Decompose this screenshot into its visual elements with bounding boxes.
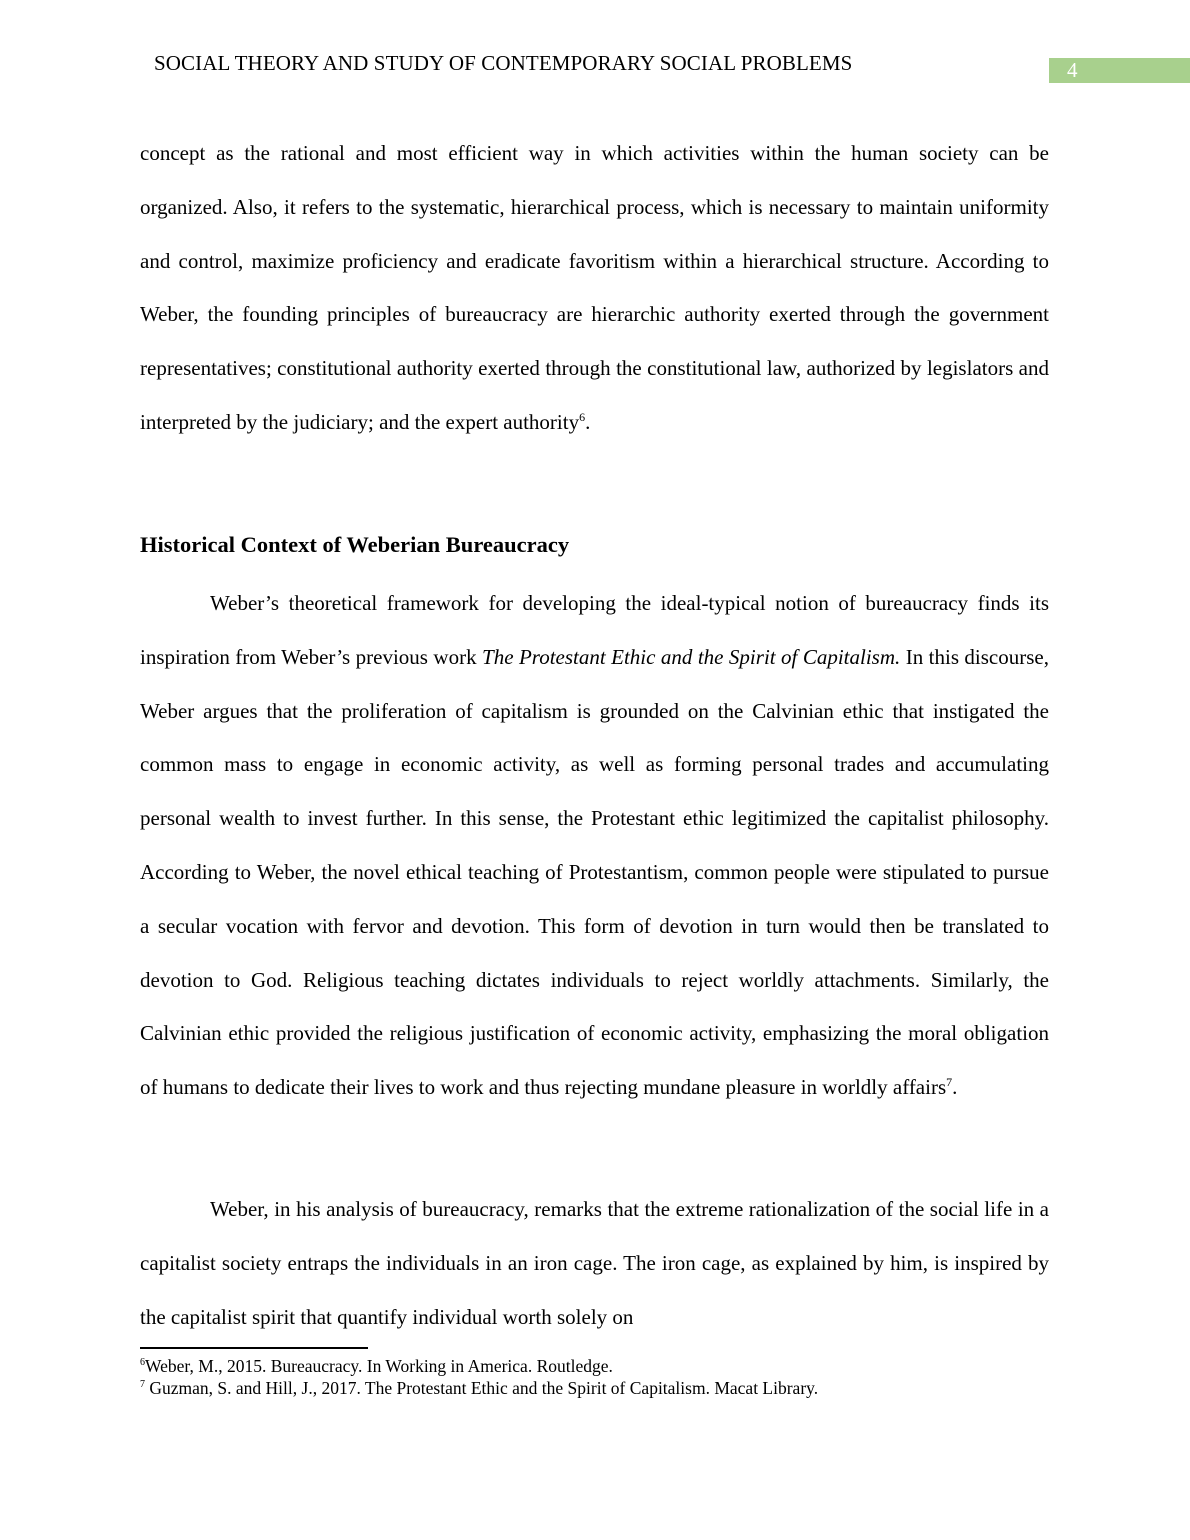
paragraph-1 [140, 127, 1049, 450]
paragraph-2-before: Weber’s theoretical framework for developing the ideal-typical notion of bureaucracy finds its inspiration from Weber’s previous work [140, 591, 1049, 669]
footnote-6 [140, 1355, 818, 1377]
page-number: 4 [1067, 58, 1078, 82]
footnote-6-text: Weber, M., 2015. Bureaucracy. In Working in America. Routledge. [145, 1356, 613, 1376]
paragraph-3 [140, 1183, 1049, 1344]
paragraph-3-text: Weber, in his analysis of bureaucracy, remarks that the extreme rationalization of the social life in a capitalist society entraps the individuals in an iron cage. The iron cage, as explained by him, is inspired by the capitalist spirit that quantify individual worth solely on [140, 1197, 1049, 1329]
footnote-7 [140, 1377, 818, 1399]
paragraph-2-text [140, 577, 1049, 1115]
footnote-separator [140, 1347, 368, 1349]
paragraph-1-end: . [585, 409, 591, 434]
page-number-badge [1049, 58, 1190, 83]
footnote-ref-7: 7 [946, 1075, 953, 1090]
paragraph-1-text [140, 127, 1049, 450]
book-title: The Protestant Ethic and the Spirit of Capitalism. [482, 644, 901, 669]
footnote-7-text: Guzman, S. and Hill, J., 2017. The Protestant Ethic and the Spirit of Capitalism. Macat Library. [145, 1378, 819, 1398]
running-title: SOCIAL THEORY AND STUDY OF CONTEMPORARY SOCIAL PROBLEMS [154, 51, 853, 75]
paragraph-2 [140, 577, 1049, 1115]
section-heading: Historical Context of Weberian Bureaucracy [140, 532, 570, 557]
footnotes [140, 1355, 818, 1399]
paragraph-1-body: concept as the rational and most efficient way in which activities within the human society can be organized. Also, it refers to the systematic, hierarchical process, which is necessary to maintain uniformity and control, maximize proficiency and eradicate favoritism within a hierarchical structure. According to Weber, the founding principles of bureaucracy are hierarchic authority exerted through the government representatives; constitutional authority exerted through the constitutional law, authorized by legislators and interpreted by the judiciary; and the expert authority [140, 141, 1049, 434]
footnote-7-number: 7 [140, 1379, 145, 1391]
footnote-6-number: 6 [140, 1357, 145, 1369]
paragraph-2-after: In this discourse, Weber argues that the proliferation of capitalism is grounded on the Calvinian ethic that instigated the common mass to engage in economic activity, as well as forming personal trades and accumulating personal wealth to invest further. In this sense, the Protestant ethic legitimized the capitalist philosophy. According to Weber, the novel ethical teaching of Protestantism, common people were stipulated to pursue a secular vocation with fervor and devotion. This form of devotion in turn would then be translated to devotion to God. Religious teaching dictates individuals to reject worldly attachments. Similarly, the Calvinian ethic provided the religious justification of economic activity, emphasizing the moral obligation of humans to dedicate their lives to work and thus rejecting mundane pleasure in worldly affairs [140, 644, 1049, 1100]
paragraph-2-end: . [952, 1075, 958, 1100]
footnote-ref-6: 6 [579, 409, 586, 424]
